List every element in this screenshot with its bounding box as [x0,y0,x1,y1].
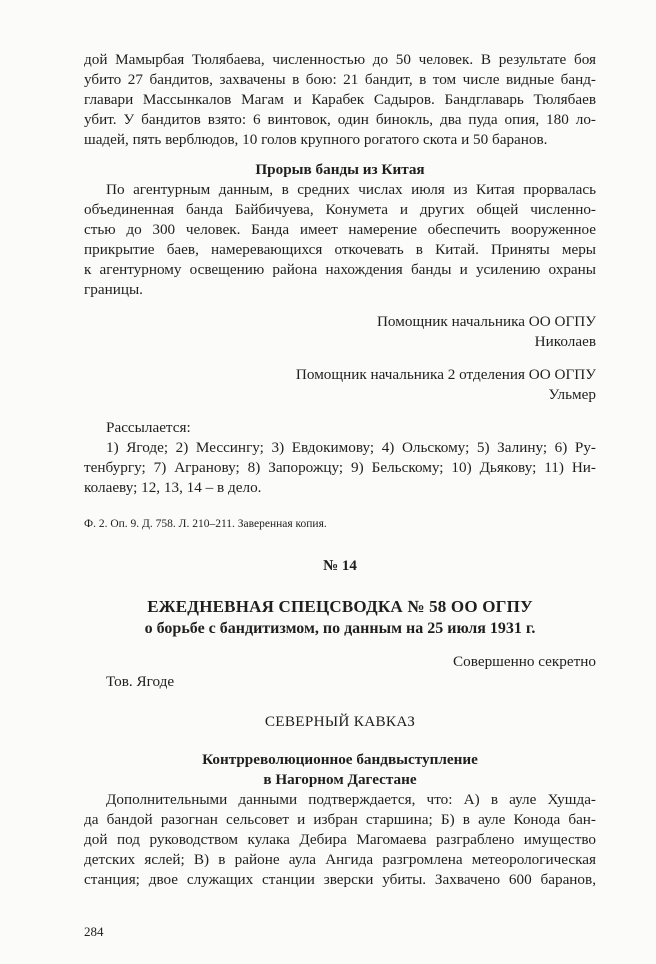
text-line: стью до 300 человек. Банда имеет намерение обеспечить вооруженное [84,221,596,238]
region-heading: СЕВЕРНЫЙ КАВКАЗ [264,713,416,730]
document-number: № 14 [323,558,357,574]
distribution-line: колаеву; 12, 13, 14 – в дело. [84,479,262,496]
text-line: дой под руководством кулака Дебира Магомаева разграблено имущество [84,831,596,848]
document-subtitle: о борьбе с бандитизмом, по данным на 25 июля 1931 г. [144,620,536,637]
text-line: дой Мамырбая Тюлябаева, численностью до 50 человек. В результате боя [84,51,596,68]
text-line: объединенная банда Байбичуева, Конумета и других общей численно- [84,201,596,218]
section-heading: в Нагорном Дагестане [263,771,417,788]
text-line: станция; двое служащих станции зверски убиты. Захвачено 600 баранов, [84,871,596,888]
text-line: Дополнительными данными подтверждается, что: А) в ауле Хушда- [106,791,596,808]
distribution-label: Рассылается: [106,419,191,436]
text-line: к агентурному освещению района нахождения банды и усилению охраны [84,261,596,278]
classification: Совершенно секретно [453,653,596,670]
signature-title: Помощник начальника 2 отделения ОО ОГПУ [295,366,596,383]
addressee: Тов. Ягоде [106,673,175,690]
distribution-line: тенбургу; 7) Агранову; 8) Запорожцу; 9) Бельскому; 10) Дьякову; 11) Ни- [84,459,596,476]
text-line: да бандой разогнан сельсовет и избран старшина; Б) в ауле Конода бан- [84,811,596,828]
document-title: ЕЖЕДНЕВНАЯ СПЕЦСВОДКА № 58 ОО ОГПУ [147,597,533,616]
signature-name: Николаев [534,333,596,350]
text-line: главари Массынкалов Магам и Карабек Садыров. Бандглаварь Тюлябаев [84,91,596,108]
page-number: 284 [84,924,104,939]
text-line: прикрытие баев, намеревающихся откочевать в Китай. Приняты меры [84,241,596,258]
signature-name: Ульмер [548,386,596,403]
text-line: убито 27 бандитов, захвачены в бою: 21 бандит, в том числе видные банд- [84,71,596,88]
text-line: детских яслей; В) в районе аула Ангида разгромлена метеорологическая [84,851,596,868]
signature-title: Помощник начальника ОО ОГПУ [376,313,596,330]
section-heading: Прорыв банды из Китая [255,161,425,178]
source-note: Ф. 2. Оп. 9. Д. 758. Л. 210–211. Заверенная копия. [84,518,327,530]
distribution-line: 1) Ягоде; 2) Мессингу; 3) Евдокимову; 4) Ольскому; 5) Залину; 6) Ру- [106,439,596,456]
text-line: шадей, пять верблюдов, 10 голов крупного рогатого скота и 50 баранов. [84,131,548,148]
text-line: границы. [84,281,143,298]
text-line: По агентурным данным, в средних числах июля из Китая прорвалась [106,181,596,198]
text-line: убит. У бандитов взято: 6 винтовок, один бинокль, два пуда опия, 180 ло- [84,111,596,128]
section-heading: Контрреволюционное бандвыступление [202,751,478,768]
